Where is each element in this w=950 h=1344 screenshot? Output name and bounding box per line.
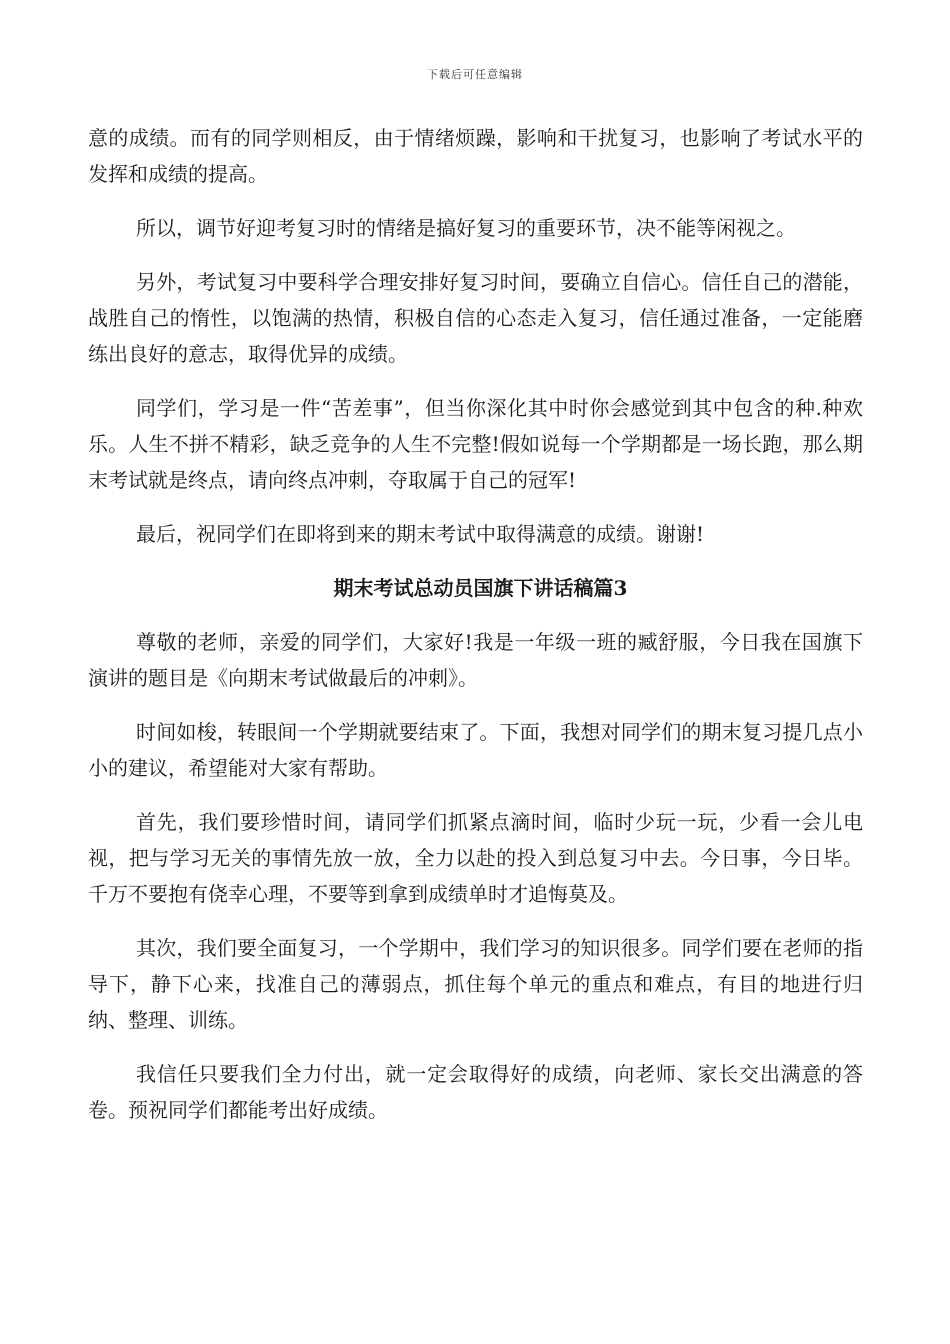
paragraph: 尊敬的老师，亲爱的同学们，大家好!我是一年级一班的臧舒服，今日我在国旗下演讲的题目是《向期末考试做最后的冲刺》。 <box>88 630 863 690</box>
header-note: 下载后可任意编辑 <box>427 68 523 81</box>
paragraph: 其次，我们要全面复习，一个学期中，我们学习的知识很多。同学们要在老师的指导下，静下心来，找准自己的薄弱点，抓住每个单元的重点和难点，有目的地进行归纳、整理、训练。 <box>88 936 863 1032</box>
paragraph: 同学们，学习是一件“苦差事”，但当你深化其中时你会感觉到其中包含的种.种欢乐。人生不拼不精彩，缺乏竞争的人生不完整!假如说每一个学期都是一场长跑，那么期末考试就是终点，请向终点冲刺，夺取属于自己的冠军! <box>88 396 863 492</box>
paragraph: 时间如梭，转眼间一个学期就要结束了。下面，我想对同学们的期末复习提几点小小的建议，希望能对大家有帮助。 <box>88 720 863 780</box>
paragraph: 首先，我们要珍惜时间，请同学们抓紧点滴时间，临时少玩一玩，少看一会儿电视，把与学习无关的事情先放一放，全力以赴的投入到总复习中去。今日事，今日毕。千万不要抱有侥幸心理，不要等到拿到成绩单时才追悔莫及。 <box>88 810 863 906</box>
paragraph-continuation: 意的成绩。而有的同学则相反，由于情绪烦躁，影响和干扰复习，也影响了考试水平的发挥和成绩的提高。 <box>88 126 863 186</box>
section-title: 期末考试总动员国旗下讲话稿篇3 <box>333 576 628 600</box>
paragraph: 我信任只要我们全力付出，就一定会取得好的成绩，向老师、家长交出满意的答卷。预祝同学们都能考出好成绩。 <box>88 1062 863 1122</box>
paragraph: 另外，考试复习中要科学合理安排好复习时间，要确立自信心。信任自己的潜能，战胜自己的惰性，以饱满的热情，积极自信的心态走入复习，信任通过准备，一定能磨练出良好的意志，取得优异的成绩。 <box>88 270 863 366</box>
paragraph: 所以，调节好迎考复习时的情绪是搞好复习的重要环节，决不能等闲视之。 <box>136 216 796 240</box>
paragraph: 最后，祝同学们在即将到来的期末考试中取得满意的成绩。谢谢! <box>136 522 705 546</box>
document-body <box>88 120 863 1146</box>
